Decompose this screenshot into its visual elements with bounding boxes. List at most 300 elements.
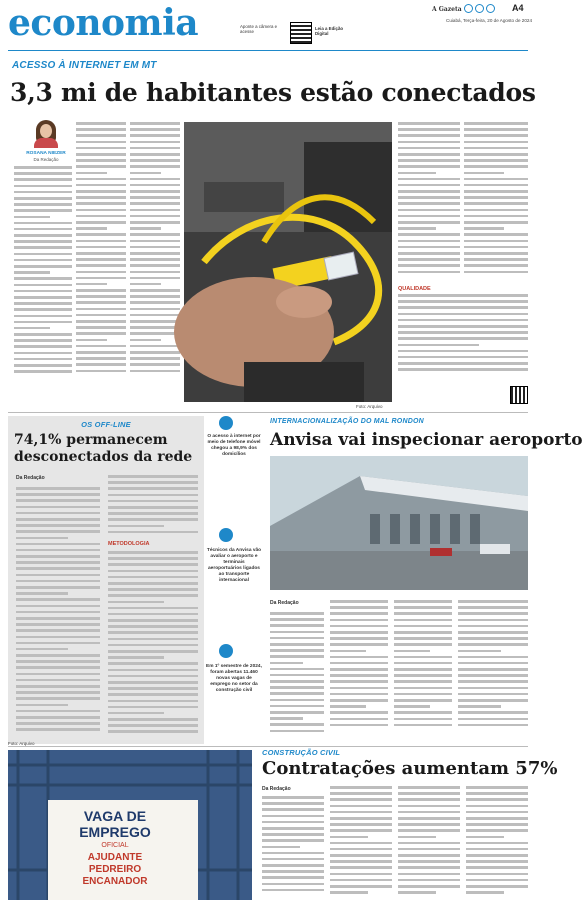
text-line — [16, 666, 100, 669]
text-line — [16, 567, 100, 570]
text-line — [14, 259, 72, 262]
text-line — [130, 184, 180, 187]
text-line — [76, 332, 126, 335]
text-line — [16, 605, 100, 608]
text-line — [76, 128, 126, 131]
text-line — [14, 358, 72, 361]
text-line — [130, 271, 180, 274]
text-line — [398, 829, 460, 832]
text-line — [394, 619, 452, 622]
text-line — [76, 295, 126, 298]
text-line — [458, 643, 528, 646]
text-line — [16, 506, 100, 509]
story4-headline[interactable]: Contratações aumentam 57% — [262, 758, 558, 779]
text-line — [270, 699, 324, 702]
text-line — [14, 178, 72, 181]
text-line — [466, 829, 528, 832]
text-line — [108, 644, 198, 647]
text-line — [270, 643, 324, 646]
story4-column2 — [330, 786, 392, 900]
text-line — [398, 319, 528, 322]
text-line — [16, 648, 68, 651]
cable-photo-graphic — [184, 122, 392, 402]
text-line — [108, 700, 198, 703]
text-line — [16, 549, 100, 552]
text-line — [130, 141, 180, 144]
text-line — [270, 662, 303, 665]
story1-kicker: ACESSO À INTERNET EM MT — [12, 60, 157, 71]
story1-subhead: QUALIDADE — [398, 286, 431, 292]
story1-column4 — [398, 122, 460, 282]
sign-text-6: ENCANADOR — [82, 876, 148, 887]
text-line — [330, 879, 392, 882]
text-line — [16, 617, 100, 620]
text-line — [14, 265, 72, 268]
story4-column3 — [398, 786, 460, 900]
text-line — [130, 289, 180, 292]
text-line — [14, 315, 72, 318]
text-line — [330, 687, 388, 690]
text-line — [398, 344, 479, 347]
text-line — [108, 687, 198, 690]
text-line — [398, 879, 460, 882]
text-line — [108, 576, 198, 579]
author-face — [40, 124, 52, 138]
text-line — [76, 215, 126, 218]
text-line — [16, 499, 100, 502]
text-line — [130, 196, 180, 199]
story1-qr[interactable] — [510, 386, 528, 404]
story2-headline[interactable]: 74,1% permanecem desconectados da rede — [14, 432, 193, 465]
text-line — [466, 786, 528, 789]
story2-subhead: METODOLOGIA — [108, 541, 150, 547]
text-line — [458, 606, 528, 609]
story1-photo-credit: Foto: Arquivo — [356, 404, 383, 409]
story1-headline[interactable]: 3,3 mi de habitantes estão conectados — [10, 78, 536, 107]
text-line — [130, 363, 180, 366]
text-line — [270, 612, 324, 615]
text-line — [108, 525, 164, 528]
text-line — [76, 227, 107, 230]
text-line — [464, 128, 528, 131]
text-line — [76, 351, 126, 354]
text-line — [398, 891, 436, 894]
text-line — [394, 650, 430, 653]
text-line — [14, 308, 72, 311]
text-line — [76, 320, 126, 323]
text-line — [398, 873, 460, 876]
story4-kicker: CONSTRUÇÃO CIVIL — [262, 748, 341, 757]
text-line — [14, 234, 72, 237]
text-line — [330, 724, 388, 727]
text-line — [14, 302, 72, 305]
text-line — [330, 656, 388, 659]
text-line — [330, 885, 392, 888]
text-line — [14, 209, 72, 212]
story3-column4 — [458, 600, 528, 736]
text-line — [466, 848, 528, 851]
text-line — [458, 619, 528, 622]
text-line — [330, 811, 392, 814]
text-line — [394, 680, 452, 683]
text-line — [330, 829, 392, 832]
text-line — [394, 724, 452, 727]
text-line — [464, 134, 528, 137]
text-line — [330, 798, 392, 801]
story3-headline[interactable]: Anvisa vai inspecionar aeroporto — [270, 430, 583, 450]
text-line — [76, 165, 126, 168]
text-line — [262, 802, 324, 805]
text-line — [76, 345, 126, 348]
text-line — [270, 723, 324, 726]
text-line — [466, 873, 528, 876]
text-line — [130, 153, 180, 156]
text-line — [330, 805, 392, 808]
text-line — [394, 662, 452, 665]
text-line — [16, 574, 100, 577]
brand-logo: A Gazeta — [432, 6, 462, 13]
text-line — [262, 796, 324, 799]
story1-column2 — [76, 122, 126, 380]
text-line — [464, 141, 528, 144]
text-line — [464, 209, 528, 212]
text-line — [76, 246, 126, 249]
text-line — [394, 687, 452, 690]
text-line — [394, 705, 430, 708]
text-line — [398, 165, 460, 168]
text-line — [14, 197, 72, 200]
text-line — [330, 699, 388, 702]
text-line — [76, 363, 126, 366]
text-line — [398, 356, 528, 359]
text-line — [398, 184, 460, 187]
text-line — [270, 680, 324, 683]
story2-column1 — [16, 487, 100, 737]
sidebar-fact-3: Em 1º semestre de 2024, foram abertas 11.460 novas vagas de emprego no setor da construção civil — [206, 664, 262, 693]
text-line — [330, 650, 366, 653]
text-line — [398, 331, 528, 334]
text-line — [108, 512, 198, 515]
text-line — [398, 202, 460, 205]
text-line — [398, 159, 460, 162]
text-line — [108, 693, 198, 696]
text-line — [108, 518, 198, 521]
text-line — [466, 866, 528, 869]
text-line — [76, 233, 126, 236]
text-line — [398, 786, 460, 789]
social-icon — [486, 4, 495, 13]
text-line — [464, 165, 528, 168]
text-line — [458, 637, 528, 640]
text-line — [16, 685, 100, 688]
text-line — [330, 786, 392, 789]
text-line — [466, 885, 528, 888]
text-line — [76, 271, 126, 274]
text-line — [76, 122, 126, 125]
text-line — [466, 879, 528, 882]
text-line — [130, 258, 180, 261]
text-line — [262, 815, 324, 818]
text-line — [130, 252, 180, 255]
text-line — [458, 724, 528, 727]
helmet-icon — [219, 644, 233, 658]
text-line — [16, 518, 100, 521]
text-line — [108, 625, 198, 628]
text-line — [394, 625, 452, 628]
text-line — [270, 668, 324, 671]
text-line — [270, 711, 324, 714]
text-line — [330, 873, 392, 876]
text-line — [14, 246, 72, 249]
text-line — [16, 654, 100, 657]
text-line — [14, 166, 72, 169]
text-line — [330, 705, 366, 708]
text-line — [330, 662, 388, 665]
text-line — [270, 655, 324, 658]
text-line — [466, 854, 528, 857]
story4-column4 — [466, 786, 528, 900]
text-line — [16, 530, 100, 533]
text-line — [16, 598, 100, 601]
text-line — [16, 642, 100, 645]
text-line — [464, 178, 528, 181]
text-line — [458, 650, 501, 653]
text-line — [108, 675, 198, 678]
text-line — [398, 141, 460, 144]
text-line — [108, 506, 198, 509]
text-line — [270, 631, 324, 634]
text-line — [464, 147, 528, 150]
text-line — [458, 674, 528, 677]
text-line — [108, 681, 198, 684]
text-line — [330, 606, 388, 609]
text-line — [130, 308, 180, 311]
text-line — [464, 184, 528, 187]
text-line — [270, 649, 324, 652]
text-line — [76, 141, 126, 144]
text-line — [130, 122, 180, 125]
story4-byline: Da Redação — [262, 786, 291, 792]
story3-byline: Da Redação — [270, 600, 299, 606]
social-icon — [475, 4, 484, 13]
masthead — [0, 0, 535, 46]
text-line — [394, 711, 452, 714]
text-line — [330, 619, 388, 622]
text-line — [398, 337, 528, 340]
text-line — [76, 326, 126, 329]
text-line — [16, 487, 100, 490]
text-line — [398, 128, 460, 131]
sign-text-4: AJUDANTE — [87, 852, 143, 863]
text-line — [464, 159, 528, 162]
sign-text-2: EMPREGO — [79, 824, 151, 840]
text-line — [398, 848, 460, 851]
text-line — [330, 600, 388, 603]
text-line — [466, 817, 528, 820]
text-line — [330, 792, 392, 795]
text-line — [270, 618, 324, 621]
text-line — [76, 202, 126, 205]
text-line — [398, 368, 528, 371]
text-line — [76, 289, 126, 292]
text-line — [464, 264, 528, 267]
text-line — [130, 147, 180, 150]
text-line — [262, 808, 324, 811]
text-line — [16, 524, 100, 527]
text-line — [130, 314, 180, 317]
text-line — [14, 222, 72, 225]
text-line — [458, 625, 528, 628]
text-line — [398, 866, 460, 869]
text-line — [262, 846, 300, 849]
text-line — [398, 240, 460, 243]
divider — [8, 412, 528, 413]
sign-text-5: PEDREIRO — [88, 864, 142, 875]
text-line — [130, 165, 180, 168]
text-line — [464, 190, 528, 193]
text-line — [16, 679, 100, 682]
text-line — [14, 277, 72, 280]
text-line — [16, 691, 100, 694]
text-line — [262, 839, 324, 842]
text-line — [330, 625, 388, 628]
text-line — [16, 629, 100, 632]
text-line — [14, 339, 72, 342]
text-line — [398, 172, 436, 175]
text-line — [398, 215, 460, 218]
text-line — [130, 370, 180, 373]
text-line — [270, 686, 324, 689]
text-line — [108, 531, 198, 534]
text-line — [398, 271, 460, 274]
text-line — [398, 836, 436, 839]
sign-text-1: VAGA DE — [83, 808, 147, 824]
text-line — [262, 827, 324, 830]
text-line — [458, 680, 528, 683]
text-line — [16, 704, 68, 707]
text-line — [270, 705, 324, 708]
text-line — [76, 264, 126, 267]
story3-kicker: INTERNACIONALIZAÇÃO DO MAL RONDON — [270, 418, 424, 425]
text-line — [330, 674, 388, 677]
text-line — [76, 184, 126, 187]
text-line — [262, 852, 324, 855]
text-line — [270, 674, 324, 677]
text-line — [14, 290, 72, 293]
qr-code-left[interactable] — [290, 22, 312, 44]
text-line — [464, 252, 528, 255]
text-line — [14, 327, 50, 330]
text-line — [16, 728, 100, 731]
text-line — [108, 730, 198, 733]
text-line — [16, 561, 100, 564]
text-line — [130, 320, 180, 323]
text-line — [76, 308, 126, 311]
text-line — [330, 680, 388, 683]
text-line — [16, 710, 100, 713]
text-line — [108, 656, 164, 659]
text-line — [330, 860, 392, 863]
text-line — [458, 687, 528, 690]
text-line — [466, 842, 528, 845]
text-line — [130, 240, 180, 243]
text-line — [458, 711, 528, 714]
text-line — [16, 716, 100, 719]
text-line — [330, 718, 388, 721]
text-line — [14, 203, 72, 206]
text-line — [76, 240, 126, 243]
text-line — [130, 190, 180, 193]
airport-photo-graphic — [270, 456, 528, 590]
story1-column5 — [464, 122, 528, 282]
text-line — [108, 638, 198, 641]
text-line — [108, 650, 198, 653]
text-line — [466, 805, 528, 808]
text-line — [398, 325, 528, 328]
text-line — [16, 636, 100, 639]
text-line — [130, 246, 180, 249]
text-line — [108, 563, 198, 566]
text-line — [398, 294, 528, 297]
text-line — [394, 637, 452, 640]
text-line — [398, 817, 460, 820]
text-line — [76, 258, 126, 261]
text-line — [14, 228, 72, 231]
text-line — [464, 227, 504, 230]
story2-column3 — [108, 551, 198, 737]
text-line — [394, 606, 452, 609]
text-line — [76, 178, 126, 181]
text-line — [398, 122, 460, 125]
text-line — [464, 240, 528, 243]
text-line — [398, 209, 460, 212]
text-line — [394, 693, 452, 696]
text-line — [16, 697, 100, 700]
text-line — [108, 594, 198, 597]
text-line — [398, 147, 460, 150]
text-line — [394, 656, 452, 659]
text-line — [14, 271, 50, 274]
text-line — [130, 178, 180, 181]
text-line — [398, 842, 460, 845]
text-line — [464, 233, 528, 236]
text-line — [14, 216, 50, 219]
text-line — [458, 662, 528, 665]
text-line — [270, 692, 324, 695]
text-line — [394, 674, 452, 677]
text-line — [14, 370, 72, 373]
text-line — [14, 364, 72, 367]
story2-column2 — [108, 475, 198, 537]
text-line — [458, 612, 528, 615]
text-line — [398, 252, 460, 255]
text-line — [466, 811, 528, 814]
text-line — [76, 172, 107, 175]
text-line — [130, 283, 161, 286]
globe-icon — [464, 4, 473, 13]
text-line — [14, 296, 72, 299]
divider — [8, 746, 528, 747]
text-line — [270, 730, 324, 733]
text-line — [108, 500, 198, 503]
story2-kicker: OS OFF-LINE — [81, 420, 131, 429]
text-line — [398, 885, 460, 888]
text-line — [458, 631, 528, 634]
story1-photo — [184, 122, 392, 402]
text-line — [76, 252, 126, 255]
text-line — [76, 357, 126, 360]
text-line — [16, 673, 100, 676]
